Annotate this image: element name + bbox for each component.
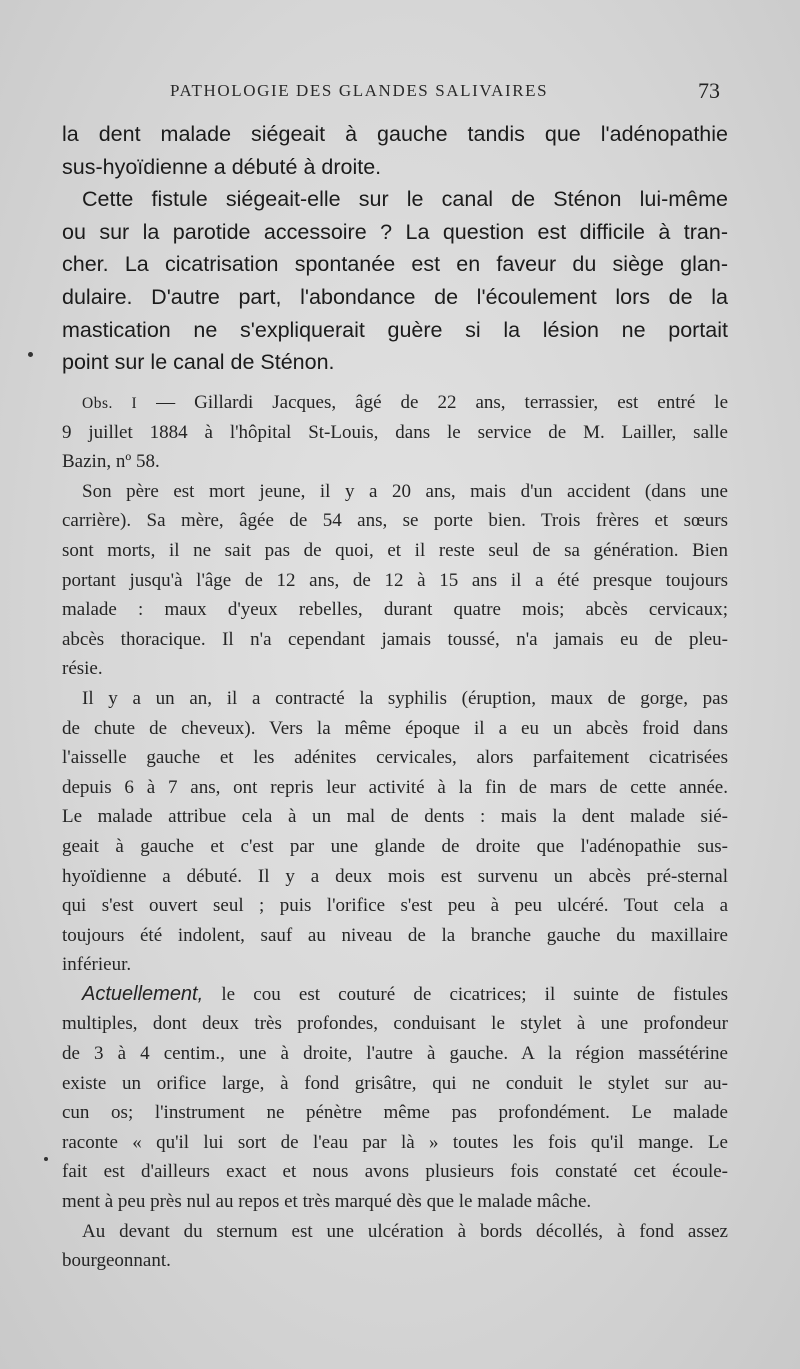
text-line: Il y a un an, il a contracté la syphilis (éruption, maux de gorge, pas [82, 687, 728, 709]
observation-line-rest: — Gillardi Jacques, âgé de 22 ans, terrassier, est entré le [137, 392, 729, 413]
text-line: mastication ne s'expliquerait guère si la lésion ne portait [62, 317, 728, 342]
actuellement-rest: le cou est couturé de cicatrices; il suinte de fistules [203, 983, 728, 1005]
text-line: Son père est mort jeune, il y a 20 ans, mais d'un accident (dans une [82, 480, 728, 502]
actuellement-line [62, 980, 728, 1010]
text-line: raconte « qu'il lui sort de l'eau par là » toutes les fois qu'il mange. Le [62, 1131, 728, 1153]
text-line: ment à peu près nul au repos et très marqué dès que le malade mâche. [62, 1191, 592, 1213]
text-line: Le malade attribue cela à un mal de dents : mais la dent malade sié- [62, 806, 728, 828]
text-line: cher. La cicatrisation spontanée est en faveur du siège glan- [62, 252, 728, 277]
text-line: inférieur. [62, 954, 132, 976]
text-line: sont morts, il ne sait pas de quoi, et il reste seul de sa génération. Bien [62, 539, 728, 561]
scan-speck [28, 352, 33, 357]
text-line: multiples, dont deux très profondes, conduisant le stylet à une profondeur [62, 1013, 728, 1035]
text-line: de 3 à 4 centim., une à droite, l'autre à gauche. A la région massétérine [62, 1043, 728, 1065]
text-line: l'aisselle gauche et les adénites cervicales, alors parfaitement cicatrisées [62, 747, 728, 769]
scan-speck [44, 1157, 48, 1161]
text-line: qui s'est ouvert seul ; puis l'orifice s'est peu à peu ulcéré. Tout cela a [62, 895, 728, 917]
text-line: depuis 6 à 7 ans, ont repris leur activité à la fin de mars de cette année. [62, 776, 728, 798]
text-line: carrière). Sa mère, âgée de 54 ans, se porte bien. Trois frères et sœurs [62, 510, 728, 532]
text-line: Bazin, nº 58. [62, 451, 160, 473]
text-line: portant jusqu'à l'âge de 12 ans, de 12 à 15 ans il a été presque toujours [62, 569, 728, 591]
text-line: Cette fistule siégeait-elle sur le canal de Sténon lui-même [82, 187, 728, 212]
text-line: cun os; l'instrument ne pénètre même pas profondément. Le malade [62, 1102, 728, 1124]
text-line: hyoïdienne a débuté. Il y a deux mois est survenu un abcès pré-sternal [62, 865, 728, 887]
main-text [62, 118, 728, 379]
observation-text [62, 388, 728, 1276]
text-line: la dent malade siégeait à gauche tandis que l'adénopathie [62, 122, 728, 146]
emphasis-word: Actuellement, [82, 982, 204, 1005]
text-line: malade : maux d'yeux rebelles, durant quatre mois; abcès cervicaux; [62, 599, 728, 621]
text-line: Au devant du sternum est une ulcération à bords décollés, à fond assez [82, 1220, 728, 1242]
running-title: PATHOLOGIE DES GLANDES SALIVAIRES [170, 81, 549, 100]
text-line: toujours été indolent, sauf au niveau de la branche gauche du maxillaire [62, 924, 728, 946]
text-line: résie. [62, 658, 103, 680]
page-header [170, 78, 730, 108]
text-line: existe un orifice large, à fond grisâtre, qui ne conduit le stylet sur au- [62, 1072, 728, 1094]
text-line: abcès thoracique. Il n'a cependant jamais toussé, n'a jamais eu de pleu- [62, 628, 728, 650]
text-line: 9 juillet 1884 à l'hôpital St-Louis, dans le service de M. Lailler, salle [62, 421, 728, 443]
page-number: 73 [698, 78, 720, 103]
text-line: bourgeonnant. [62, 1250, 171, 1272]
text-line: fait est d'ailleurs exact et nous avons plusieurs fois constaté cet écoule- [62, 1161, 728, 1183]
text-line: sus-hyoïdienne a débuté à droite. [62, 154, 382, 179]
observation-label: Obs. I [82, 395, 138, 412]
text-line: point sur le canal de Sténon. [62, 350, 335, 375]
observation-first-line [62, 388, 728, 418]
text-line: ou sur la parotide accessoire ? La question est difficile à tran- [62, 219, 728, 244]
text-line: de chute de cheveux). Vers la même époque il a eu un abcès froid dans [62, 717, 728, 739]
text-line: geait à gauche et c'est par une glande de droite que l'adénopathie sus- [62, 835, 728, 857]
text-line: dulaire. D'autre part, l'abondance de l'écoulement lors de la [62, 284, 728, 309]
